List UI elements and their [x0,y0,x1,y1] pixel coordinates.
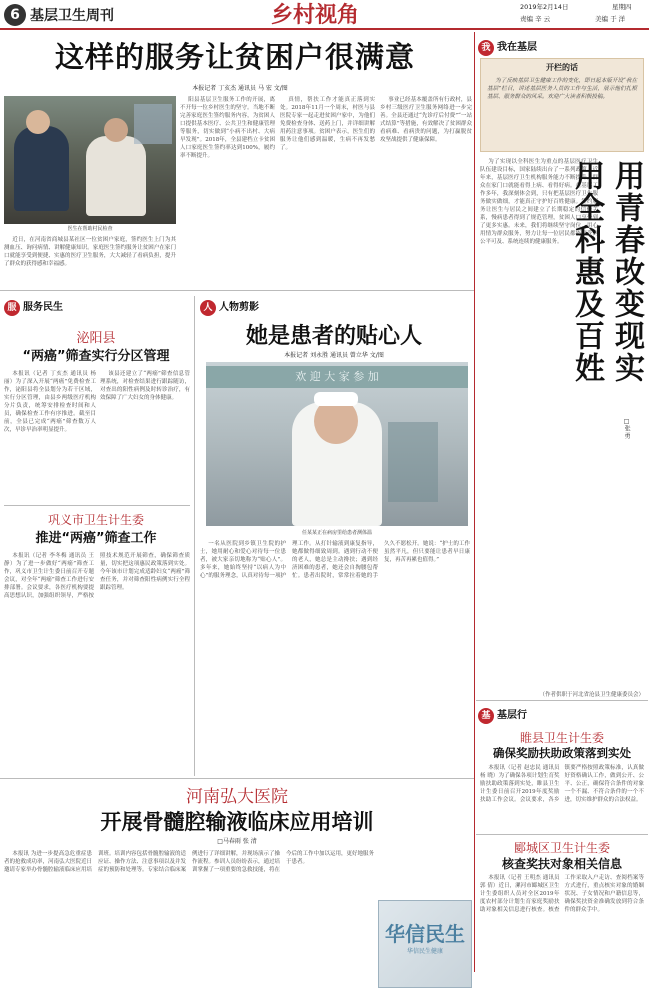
header-date: 2019年2月14日 [520,3,569,11]
story-left-body: 本报讯（记者 丁亥杰 通讯员 杨 丽）为了深入开展“两癌”免费检查工作，泌阳县将全县划分为若干区域，实行分区管理，由县乡两级医疗机构分片负责，统筹安排检查时间和人员，确保检查工作有序推进。截至目前，全县已完成“两癌”筛查数万人次，早诊早治率明显提升。 [4,371,96,433]
story-bottom-body: 本报讯 为进一步提高急危重症患者的抢救成功率，河南弘大医院近日邀请专家举办骨髓腔输液临床应用培训班。培训内容包括骨髓腔输液的适应证、操作方法、注意事项以及并发症的预防和处理等。专家结合临床案例进行了详细讲解，并现场演示了操作流程。参训人员纷纷表示，通过培训掌握了一项重要的急救技能，将在今后的工作中加以运用，更好地服务于患者。 [4,851,374,873]
story-mid-body: 一名从医院到乡镇卫生院的护士，她用耐心和爱心对待每一位患者，被大家亲切地称为“贴心人”。多年来，她始终坚持“以病人为中心”的服务理念，认真对待每一项护理工作。从打针输液到康复指导，她都做得细致周到。遇到行动不便的老人，她总是主动搀扶；遇到经济困难的患者，她还会自掏腰包帮忙。患者出院时，常常拉着她的手久久不愿松开。她说：“护士的工作虽然平凡，但只要能让患者早日康复，再苦再累也值得。” [200,541,470,579]
lead-body-col2: 阳县基层卫生服务工作的开展，离不开每一位乡村医生的坚守。当地不断完善家庭医生签约服务内容，为贫困人口提供基本医疗、公共卫生和健康管理等服务，切实做到“小病不出村、大病早发现”。2018年，全县建档立卡贫困人口家庭医生签约率达到100%，履约率不断提升。 [180,97,275,159]
story-left2-headline: 推进“两癌”筛查工作 [35,531,157,546]
story-left-divider [4,505,190,506]
section-name: 基层卫生周刊 [30,8,114,24]
story-right2-body: 本报讯（记者 王明杰 通讯员 郭 倩）近日，漯河市郾城区卫生计生委组织人员对全区2019年度农村部分计划生育家庭奖励扶助对象相关信息进行核查。核查工作采取入户走访、查阅档案等方式进行，重点核实对象的婚姻状况、子女情况和户籍信息等，确保奖扶资金准确发放到符合条件的群众手中。 [480,875,644,913]
bottom-mid-divider [0,778,474,779]
story-right2-org: 郾城区卫生计生委 [513,841,610,855]
huaxin-logo-text: 华信民生 [385,922,465,946]
mid-section-icon: 人 [200,300,216,316]
mid-section-label: 人物剪影 [219,302,259,314]
lead-divider [0,290,474,291]
header-editor: 责编 辛 云 [520,15,551,23]
opinion-divider [476,700,648,701]
huaxin-logo-sub: 华信民生健康 [406,948,443,955]
opinion-intro-box [480,58,644,152]
opinion-footer-note: （作者供职于河北省沧县卫生健康委员会） [539,692,644,698]
lead-body-col1: 近日，在河南省商城县某社区一位贫困户家庭，签约医生上门为其测血压、询问病情、讲解健康知识。家庭医生签约服务让贫困户在家门口就能享受到便捷、实惠的医疗卫生服务，大大减轻了看病负担，提升了群众的获得感和幸福感。 [4,237,176,267]
mid-vertical-rule [194,296,195,776]
story-left-headline: “两癌”筛查实行分区管理 [22,349,170,364]
story-bottom-byline: □马春雨 张 清 [217,838,257,845]
story-right2-headline: 核查奖扶对象相关信息 [501,857,622,871]
lead-headline: 这样的服务让贫困户很满意 [54,40,415,74]
page-number-badge [4,4,26,26]
header-weekday: 星期四 [612,3,632,11]
left-section-badge [4,300,63,316]
story-mid-photo [206,362,468,526]
left-section-label: 服务民生 [23,302,63,314]
section-center-title: 乡村视角 [270,3,359,28]
story-mid-headline: 她是患者的贴心人 [245,324,422,349]
story-bottom-org: 河南弘大医院 [186,787,288,807]
story-right1-body: 本报讯（记者 赵忠民 通讯员 杨 晓）为了确保各项计划生育奖励扶助政策落到实处，睢县卫生计生委日前召开2019年度奖励扶助工作会议。会议要求，各乡镇要严格按照政策标准，认真做好资格确认工作，做到公开、公平、公正，确保符合条件的对象一个不漏、不符合条件的一个不进，切实维护群众的合法权益。 [480,765,644,803]
opinion-box-text: 为了反映基层卫生健康工作的变化，即日起本版开设“我在基层”栏目，讲述基层医务人员的工作与生活，展示他们扎根基层、服务群众的风采。欢迎广大读者积极投稿。 [487,77,637,100]
story-left2-org: 巩义市卫生计生委 [47,513,144,527]
opinion-badge-icon: 我 [478,40,494,56]
opinion-box-title: 开栏的话 [546,63,578,72]
right-section-badge [478,708,527,724]
left-section-icon: 服 [4,300,20,316]
huaxin-logo [378,900,472,988]
story-bottom-headline: 开展骨髓腔输液临床应用培训 [100,810,374,834]
opinion-badge [478,40,537,56]
right-divider [476,834,648,835]
story-left-body2: 该县还建立了“两癌”筛查信息管理系统，对检查结果进行跟踪随访，对查出的阳性病例及时转诊治疗，有效保障了广大妇女的身体健康。 [100,371,190,401]
opinion-body: 为了实现以全科医生为重点的基层医疗卫生队伍建设目标，国家陆续出台了一系列政策。近年来，基层医疗卫生机构服务能力不断提升，群众在家门口就能看得上病、看得好病。在基层工作多年，我深刻体会到，只有把基层医疗卫生服务做实做细，才能真正守护好百姓健康。签约服务让医生与居民之间建立了长期稳定的信任关系，慢病患者得到了规范管理，贫困人口享受到了更多实惠。未来，我们将继续坚守岗位，用心用情为群众服务，努力让每一位居民都能享受到公平可及、系统连续的健康服务。 [480,159,598,245]
header-designer: 美编 于 洋 [595,15,626,23]
lead-photo-caption: 医生在帮助村民检查 [67,226,113,232]
header-rule [0,28,649,30]
opinion-vertical-headline: 用青春改变现实 用全科惠及百姓 [569,160,644,384]
lead-photo [4,96,176,224]
story-mid-photo-caption: 任某某正在病房里给患者测体温 [301,530,372,536]
opinion-badge-label: 我在基层 [497,42,537,54]
story-left2-body: 本报讯（记者 李冬梅 通讯员 王 静）为了进一步做好“两癌”筛查工作，巩义市卫生计生委日前召开专题会议，对全年“两癌”筛查工作进行安排部署。会议要求，各医疗机构要提高思想认识，加强组织领导，严格按照技术规范开展筛查，确保筛查质量，切实把这项惠民政策落到实处。今年该市计划完成适龄妇女“两癌”筛查任务，并对筛查阳性病例实行全程跟踪管理。 [4,553,190,599]
page-number: 6 [10,6,20,23]
opinion-vertical-rule [474,32,475,972]
lead-body-col3: 真情，帮扶工作才能真正落到实处。2018年11月一个周末，村医与县医院专家一起走进贫困户家中，为他们免费检查身体、送药上门，并详细讲解用药注意事项。贫困户表示，医生们的服务让他们感到温暖，生病不再发愁了。 [280,97,375,151]
lead-byline: 本报记者 丁亥杰 通讯员 马 宏 文/图 [192,85,288,92]
lead-body-col4: 事业已经基本覆盖所有行政村，县乡村三级医疗卫生服务网络进一步完善。全县还通过“先诊疗后付费”“一站式结算”等措施，有效解决了贫困群众看病难、看病贵的问题，为打赢脱贫攻坚战提供了健康保障。 [380,97,472,143]
story-left-org: 泌阳县 [76,331,116,346]
page-header [0,0,649,28]
right-section-icon: 基 [478,708,494,724]
story-right1-headline: 确保奖励扶助政策落到实处 [493,746,631,760]
right-section-label: 基层行 [497,710,527,722]
story-mid-byline: 本报记者 刘永胜 通讯员 曾立华 文/图 [284,352,384,359]
opinion-vertical-byline: □张 勇 [623,418,631,439]
mid-section-badge [200,300,259,316]
story-right1-org: 睢县卫生计生委 [519,731,604,745]
photo-banner: 欢 迎 大 家 参 加 [206,366,468,388]
